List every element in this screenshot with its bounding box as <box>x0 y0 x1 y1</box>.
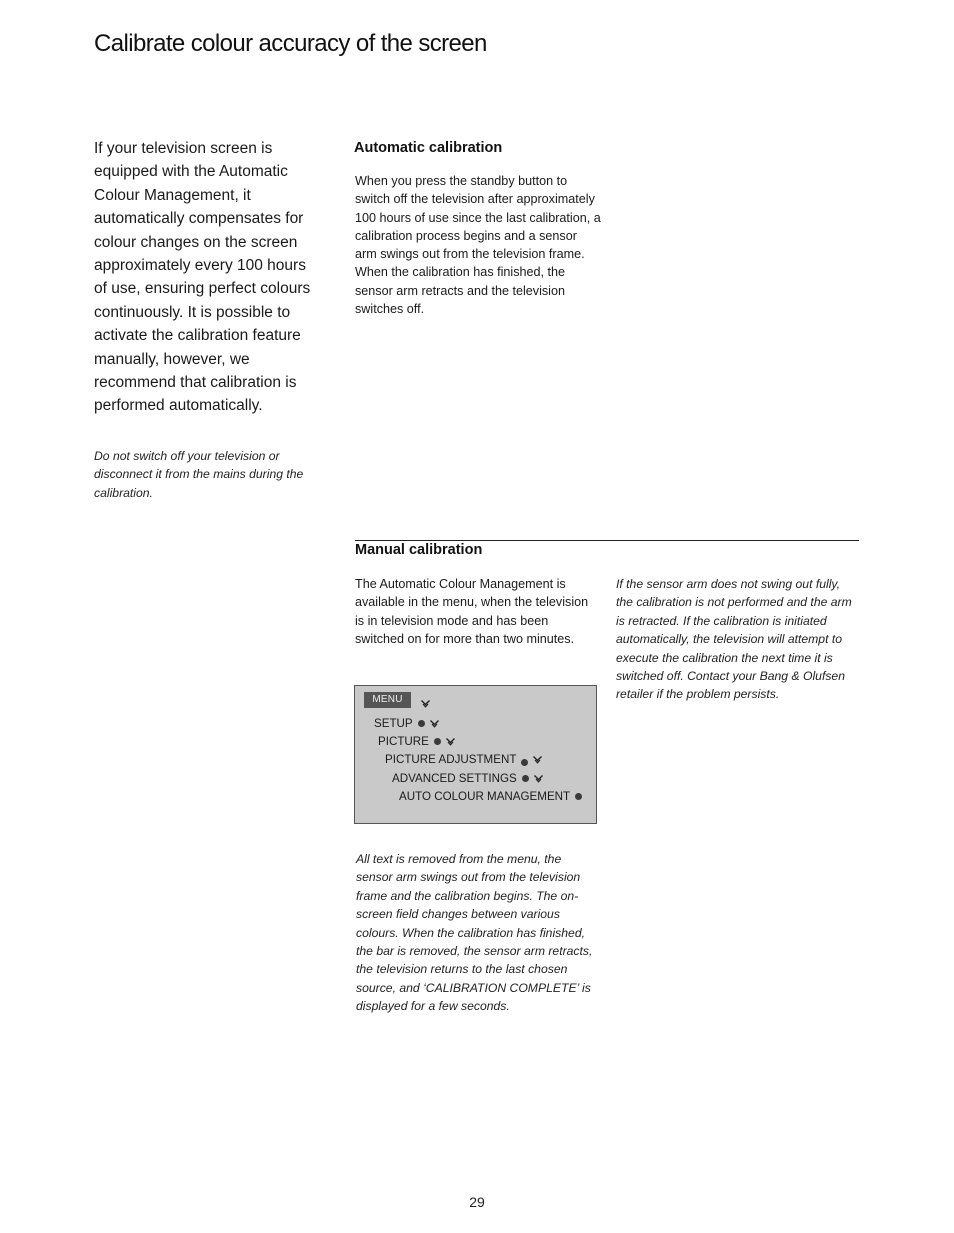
menu-item-label: PICTURE ADJUSTMENT <box>385 752 517 766</box>
chevron-down-icon <box>420 698 431 709</box>
chevron-down-icon <box>533 773 544 784</box>
chevron-down-icon <box>532 754 543 765</box>
dot-icon <box>434 738 441 745</box>
sensor-arm-note: If the sensor arm does not swing out fully, the calibration is not performed and the arm is retracted. If the calibration is initiated automatically, the television will attempt to execute the calibration the next time it is switched off. Contact your Bang & Olufsen retailer if the problem persists. <box>616 577 852 702</box>
page-title: Calibrate colour accuracy of the screen <box>94 30 487 57</box>
menu-item-advanced-settings <box>392 770 544 786</box>
chevron-down-icon <box>429 718 440 729</box>
menu-item-label: SETUP <box>374 716 413 730</box>
warning-note: Do not switch off your television or disconnect it from the mains during the calibration. <box>94 449 304 500</box>
intro-paragraph: If your television screen is equipped with the Automatic Colour Management, it automatically compensates for colour changes on the screen approximately every 100 hours of use, ensuring perfect colours continuously. It is possible to activate the calibration feature manually, however, we recommend that calibration is performed automatically. <box>94 140 311 415</box>
automatic-calibration-heading: Automatic calibration <box>354 140 503 156</box>
menu-note: All text is removed from the menu, the sensor arm swings out from the television frame and the calibration begins. The on-screen field changes between various colours. When the calibration has finished, the bar is removed, the sensor arm retracts, the television returns to the last chosen source, and ‘CALIBRATION COMPLETE’ is displayed for a few seconds. <box>356 852 593 1014</box>
menu-item-picture <box>378 733 456 749</box>
manual-calibration-heading: Manual calibration <box>355 542 483 558</box>
menu-item-setup <box>374 715 440 731</box>
section-divider <box>355 540 859 541</box>
chevron-down-icon <box>445 736 456 747</box>
page-number: 29 <box>469 1194 485 1210</box>
menu-item-picture-adjustment <box>385 751 543 767</box>
dot-icon <box>521 759 528 766</box>
automatic-calibration-body: When you press the standby button to switch off the television after approximately 100 hours of use since the last calibration, a calibration process begins and a sensor arm swings out from the television frame. When the calibration has finished, the sensor arm retracts and the television switches off. <box>355 174 601 317</box>
menu-label: MENU <box>364 692 411 708</box>
menu-diagram <box>354 685 597 824</box>
dot-icon <box>575 793 582 800</box>
menu-item-label: PICTURE <box>378 734 429 748</box>
dot-icon <box>418 720 425 727</box>
menu-item-label: AUTO COLOUR MANAGEMENT <box>399 789 571 803</box>
manual-calibration-body: The Automatic Colour Management is available in the menu, when the television is in television mode and has been switched on for more than two minutes. <box>355 577 589 646</box>
menu-item-auto-colour-management <box>399 788 582 804</box>
menu-item-label: ADVANCED SETTINGS <box>392 771 517 785</box>
dot-icon <box>522 775 529 782</box>
